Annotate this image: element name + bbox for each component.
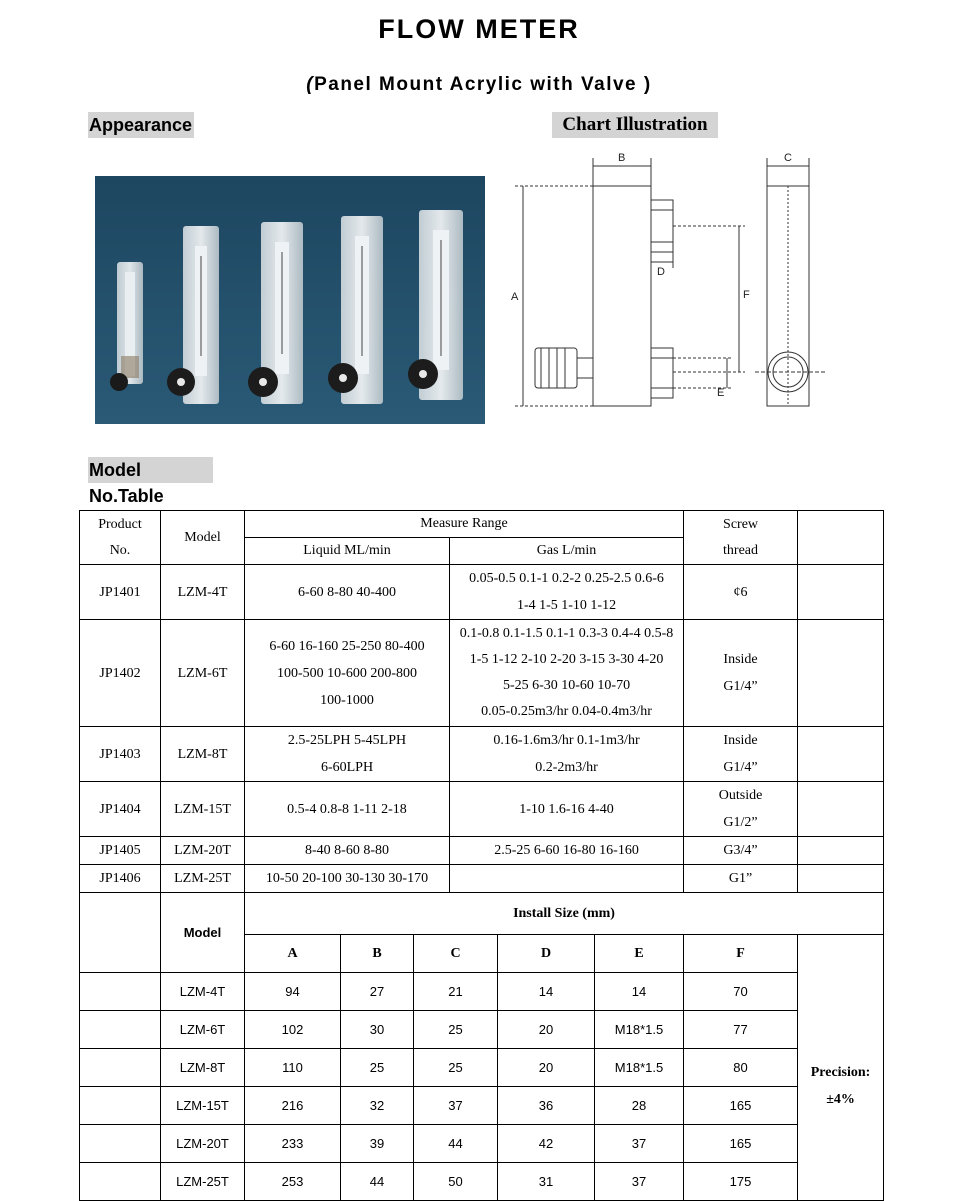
install-model-cell: LZM-25T xyxy=(161,1163,245,1201)
install-blank-cell xyxy=(80,1049,161,1087)
subtitle-open-paren: ( xyxy=(306,74,315,95)
model-cell: LZM-6T xyxy=(161,620,245,727)
precision-cell: Precision: ±4% xyxy=(798,973,884,1201)
dim-label-f: F xyxy=(743,289,750,301)
install-f-cell: 165 xyxy=(684,1087,798,1125)
blank-cell xyxy=(798,620,884,727)
install-blank-cell xyxy=(80,1011,161,1049)
install-model-cell: LZM-6T xyxy=(161,1011,245,1049)
liquid-range-cell: 0.5-4 0.8-8 1-11 2-18 xyxy=(245,782,450,837)
blank-cell xyxy=(798,782,884,837)
dim-label-e: E xyxy=(717,387,725,399)
install-c-cell: 37 xyxy=(414,1087,498,1125)
liquid-range-cell: 6-60 8-80 40-400 xyxy=(245,565,450,620)
header-liquid: Liquid ML/min xyxy=(245,538,450,565)
install-d-cell: 20 xyxy=(498,1011,595,1049)
model-cell: LZM-20T xyxy=(161,837,245,865)
install-b-cell: 25 xyxy=(341,1049,414,1087)
page-subtitle xyxy=(0,74,958,96)
install-a-cell: 253 xyxy=(245,1163,341,1201)
model-row xyxy=(80,782,884,837)
model-cell: LZM-15T xyxy=(161,782,245,837)
dimension-diagram xyxy=(505,150,840,415)
install-a-cell: 110 xyxy=(245,1049,341,1087)
blank-cell xyxy=(798,727,884,782)
liquid-range-cell: 10-50 20-100 30-130 30-170 xyxy=(245,865,450,893)
install-c-cell: 21 xyxy=(414,973,498,1011)
install-model-cell: LZM-20T xyxy=(161,1125,245,1163)
model-row xyxy=(80,565,884,620)
product-no-cell: JP1402 xyxy=(80,620,161,727)
install-col-f: F xyxy=(684,935,798,973)
install-row xyxy=(80,973,884,1011)
screw-thread-cell: G1” xyxy=(684,865,798,893)
blank-cell xyxy=(798,865,884,893)
install-blank-header xyxy=(798,935,884,973)
install-col-d: D xyxy=(498,935,595,973)
header-gas: Gas L/min xyxy=(450,538,684,565)
install-model-cell: LZM-4T xyxy=(161,973,245,1011)
liquid-range-cell: 6-60 16-160 25-250 80-400 100-500 10-600 200-800 100-1000 xyxy=(245,620,450,727)
install-f-cell: 165 xyxy=(684,1125,798,1163)
install-col-c: C xyxy=(414,935,498,973)
product-photo xyxy=(95,176,485,424)
screw-thread-cell: ¢6 xyxy=(684,565,798,620)
product-no-cell: JP1401 xyxy=(80,565,161,620)
install-blank-cell xyxy=(80,1087,161,1125)
install-f-cell: 77 xyxy=(684,1011,798,1049)
model-table-heading: Model No.Table xyxy=(88,457,213,483)
install-model-cell: LZM-15T xyxy=(161,1087,245,1125)
install-blank-cell xyxy=(80,1125,161,1163)
blank-cell xyxy=(798,837,884,865)
model-cell: LZM-4T xyxy=(161,565,245,620)
install-f-cell: 175 xyxy=(684,1163,798,1201)
appearance-heading: Appearance xyxy=(88,112,194,138)
dim-label-d: D xyxy=(657,266,665,278)
header-product-no: Product No. xyxy=(80,511,161,565)
install-b-cell: 27 xyxy=(341,973,414,1011)
install-f-cell: 80 xyxy=(684,1049,798,1087)
install-b-cell: 30 xyxy=(341,1011,414,1049)
screw-thread-cell: Inside G1/4” xyxy=(684,620,798,727)
install-model-header: Model xyxy=(161,893,245,973)
header-blank xyxy=(798,511,884,565)
model-row xyxy=(80,837,884,865)
install-c-cell: 50 xyxy=(414,1163,498,1201)
install-c-cell: 25 xyxy=(414,1011,498,1049)
install-col-a: A xyxy=(245,935,341,973)
gas-range-cell: 0.1-0.8 0.1-1.5 0.1-1 0.3-3 0.4-4 0.5-8 1-5 1-12 2-10 2-20 3-15 3-30 4-20 5-25 6-30 10-60 10-70 0.05-0.25m3/hr 0.04-0.4m3/hr xyxy=(450,620,684,727)
install-b-cell: 32 xyxy=(341,1087,414,1125)
product-no-cell: JP1403 xyxy=(80,727,161,782)
screw-thread-cell: Outside G1/2” xyxy=(684,782,798,837)
product-no-cell: JP1406 xyxy=(80,865,161,893)
install-d-cell: 14 xyxy=(498,973,595,1011)
header-row xyxy=(80,511,884,538)
gas-range-cell: 2.5-25 6-60 16-80 16-160 xyxy=(450,837,684,865)
install-a-cell: 216 xyxy=(245,1087,341,1125)
page-title: FLOW METER xyxy=(378,14,580,44)
chart-illustration-heading: Chart Illustration xyxy=(552,112,718,138)
install-size-title: Install Size (mm) xyxy=(245,893,884,935)
install-blank-cell xyxy=(80,893,161,973)
install-a-cell: 102 xyxy=(245,1011,341,1049)
blank-cell xyxy=(798,565,884,620)
install-e-cell: M18*1.5 xyxy=(595,1011,684,1049)
install-row xyxy=(80,1049,884,1087)
dim-label-a: A xyxy=(511,291,519,303)
install-row xyxy=(80,1125,884,1163)
install-b-cell: 39 xyxy=(341,1125,414,1163)
model-row xyxy=(80,620,884,727)
install-d-cell: 42 xyxy=(498,1125,595,1163)
dim-label-b: B xyxy=(618,152,626,164)
install-e-cell: M18*1.5 xyxy=(595,1049,684,1087)
install-f-cell: 70 xyxy=(684,973,798,1011)
install-d-cell: 20 xyxy=(498,1049,595,1087)
model-cell: LZM-25T xyxy=(161,865,245,893)
install-a-cell: 233 xyxy=(245,1125,341,1163)
model-cell: LZM-8T xyxy=(161,727,245,782)
product-no-cell: JP1405 xyxy=(80,837,161,865)
install-e-cell: 14 xyxy=(595,973,684,1011)
install-row xyxy=(80,1163,884,1201)
model-number-table xyxy=(79,510,884,1201)
dim-label-c: C xyxy=(784,152,792,164)
install-col-e: E xyxy=(595,935,684,973)
header-measure-range: Measure Range xyxy=(245,511,684,538)
install-a-cell: 94 xyxy=(245,973,341,1011)
install-d-cell: 36 xyxy=(498,1087,595,1125)
gas-range-cell: 1-10 1.6-16 4-40 xyxy=(450,782,684,837)
install-d-cell: 31 xyxy=(498,1163,595,1201)
liquid-range-cell: 2.5-25LPH 5-45LPH 6-60LPH xyxy=(245,727,450,782)
subtitle-close-paren: ) xyxy=(643,74,652,95)
model-row xyxy=(80,865,884,893)
gas-range-cell xyxy=(450,865,684,893)
install-title-row xyxy=(80,893,884,935)
install-c-cell: 44 xyxy=(414,1125,498,1163)
install-e-cell: 28 xyxy=(595,1087,684,1125)
screw-thread-cell: Inside G1/4” xyxy=(684,727,798,782)
install-col-b: B xyxy=(341,935,414,973)
install-row xyxy=(80,1087,884,1125)
header-screw-thread: Screw thread xyxy=(684,511,798,565)
install-b-cell: 44 xyxy=(341,1163,414,1201)
subtitle-text: Panel Mount Acrylic with Valve xyxy=(314,74,638,95)
install-row xyxy=(80,1011,884,1049)
model-row xyxy=(80,727,884,782)
product-no-cell: JP1404 xyxy=(80,782,161,837)
install-model-cell: LZM-8T xyxy=(161,1049,245,1087)
install-e-cell: 37 xyxy=(595,1163,684,1201)
install-e-cell: 37 xyxy=(595,1125,684,1163)
gas-range-cell: 0.16-1.6m3/hr 0.1-1m3/hr 0.2-2m3/hr xyxy=(450,727,684,782)
liquid-range-cell: 8-40 8-60 8-80 xyxy=(245,837,450,865)
install-c-cell: 25 xyxy=(414,1049,498,1087)
install-blank-cell xyxy=(80,1163,161,1201)
screw-thread-cell: G3/4” xyxy=(684,837,798,865)
header-model: Model xyxy=(161,511,245,565)
gas-range-cell: 0.05-0.5 0.1-1 0.2-2 0.25-2.5 0.6-6 1-4 1-5 1-10 1-12 xyxy=(450,565,684,620)
install-blank-cell xyxy=(80,973,161,1011)
